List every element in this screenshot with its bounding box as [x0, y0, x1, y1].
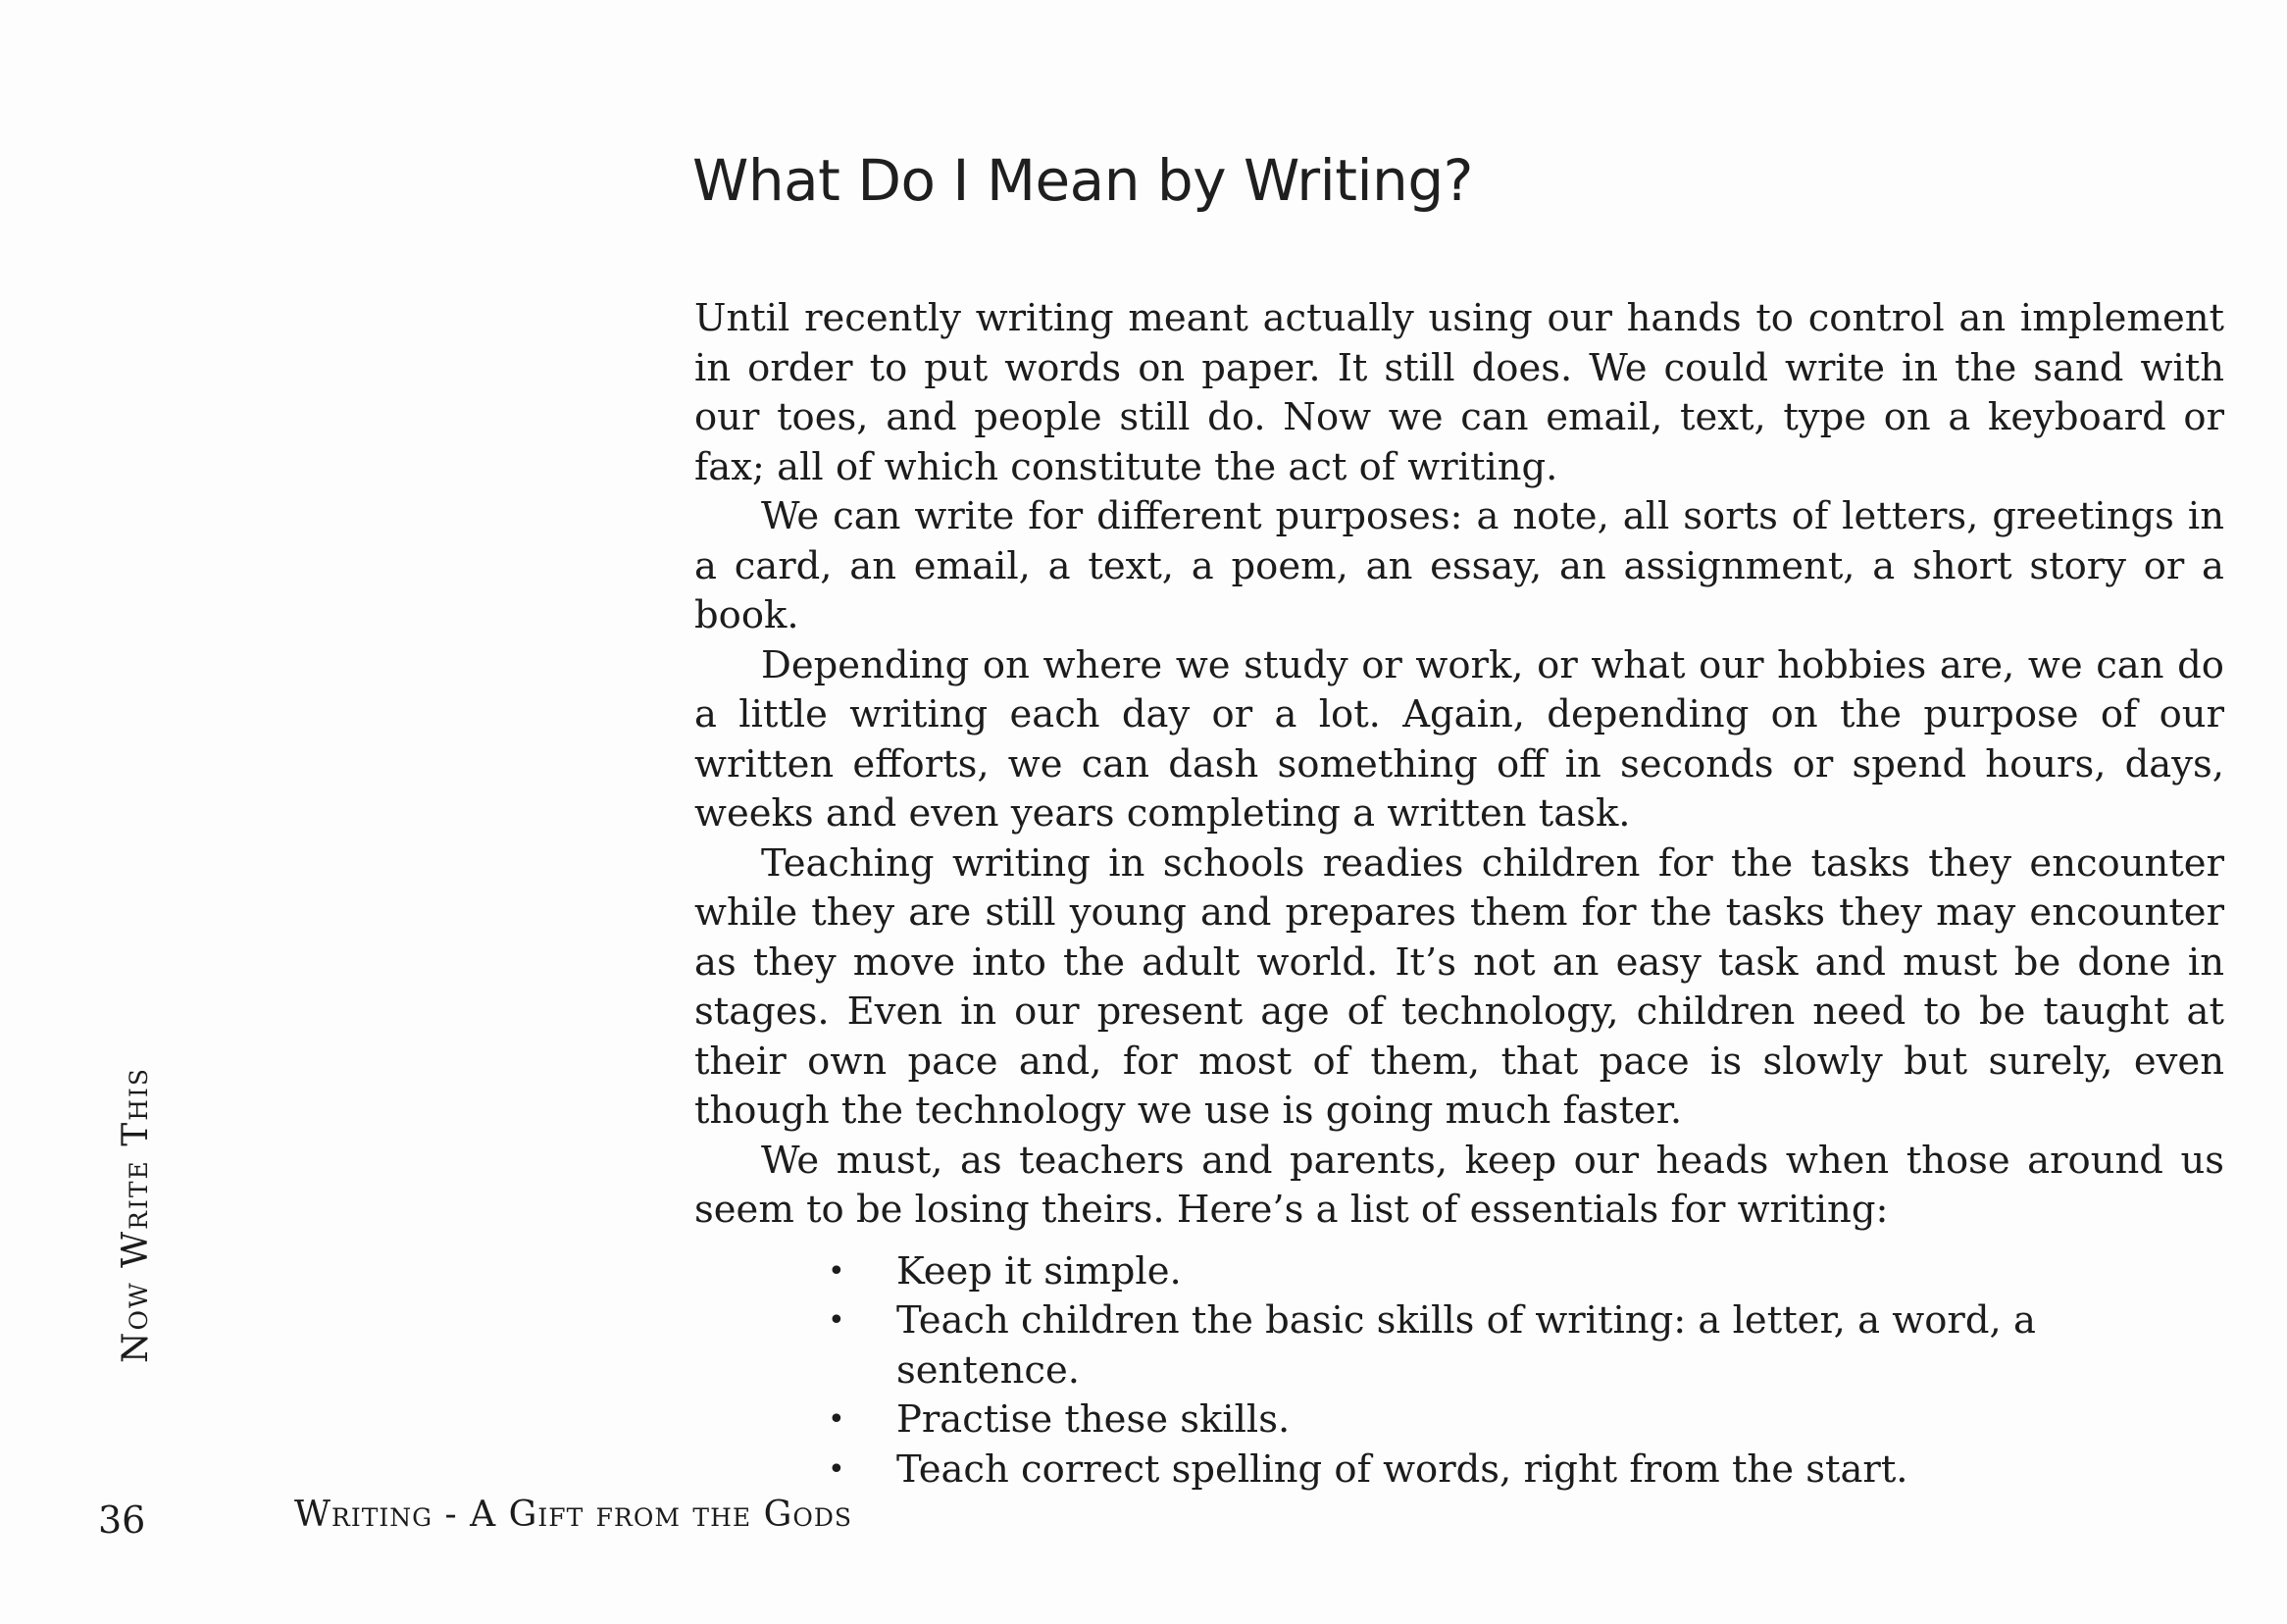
- list-item: [828, 1446, 2224, 1496]
- paragraph: Until recently writing meant actually using our hands to control an implement in order to put words on paper. It still does. We could write in the sand with our toes, and people still do. Now we can email, text, type on a keyboard or fax; all of which constitute the act of writing.: [694, 296, 2224, 489]
- side-running-head: Now Write This: [116, 1066, 156, 1363]
- body-text: [694, 294, 2224, 1495]
- list-item-text: Practise these skills.: [896, 1397, 1291, 1442]
- list-item: [828, 1296, 2224, 1396]
- paragraph: We must, as teachers and parents, keep our heads when those around us seem to be losing theirs. Here’s a list of essentials for writing:: [694, 1138, 2224, 1232]
- footer-title: Writing - A Gift from the Gods: [294, 1495, 852, 1535]
- bullet-icon: •: [828, 1451, 845, 1487]
- paragraph: Teaching writing in schools readies children for the tasks they encounter while they are still young and prepares them for the tasks they may encounter as they move into the adult world. It’s not an easy task and must be done in stages. Even in our present age of technology, children need to be taught at their own pace and, for most of them, that pace is slowly but surely, even though the technology we use is going much faster.: [694, 840, 2224, 1133]
- bullet-icon: •: [828, 1253, 845, 1289]
- bullet-icon: •: [828, 1303, 845, 1338]
- paragraph: Depending on where we study or work, or what our hobbies are, we can do a little writing each day or a lot. Again, depending on the purpose of our written efforts, we can dash something off in seconds or spend hours, days, weeks and even years completing a written task.: [694, 642, 2224, 836]
- paragraph: We can write for different purposes: a note, all sorts of letters, greetings in a card, an email, a text, a poem, an essay, an assignment, a short story or a book.: [694, 494, 2224, 637]
- page-number: 36: [98, 1498, 146, 1542]
- list-item-text: Teach correct spelling of words, right from the start.: [896, 1446, 1908, 1492]
- list-item: [828, 1396, 2224, 1446]
- chapter-title: What Do I Mean by Writing?: [692, 147, 1473, 214]
- list-item-text: Teach children the basic skills of writing: a letter, a word, a sentence.: [896, 1298, 2036, 1393]
- list-item: [828, 1247, 2224, 1297]
- list-item-text: Keep it simple.: [896, 1248, 1182, 1294]
- bullet-icon: •: [828, 1402, 845, 1437]
- essentials-list: [694, 1247, 2224, 1496]
